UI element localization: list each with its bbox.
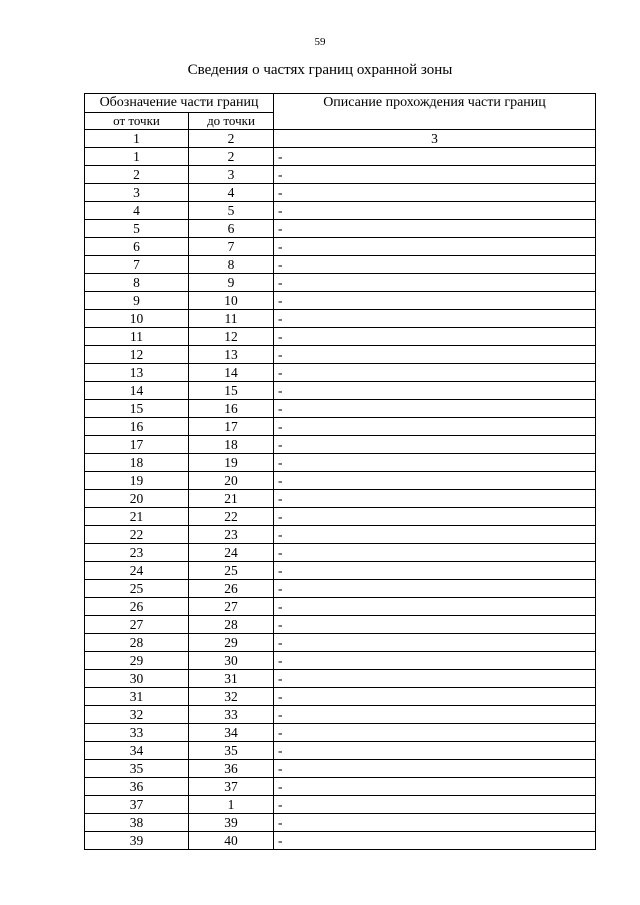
description-cell: -: [274, 400, 596, 418]
description-cell: -: [274, 670, 596, 688]
to-point-cell: 39: [189, 814, 274, 832]
table-row: [85, 310, 596, 328]
table-row: [85, 544, 596, 562]
from-point-cell: 25: [85, 580, 189, 598]
from-point-cell: 8: [85, 274, 189, 292]
table-row: [85, 778, 596, 796]
from-point-cell: 27: [85, 616, 189, 634]
table-row: [85, 454, 596, 472]
from-point-cell: 7: [85, 256, 189, 274]
table-row: [85, 508, 596, 526]
to-point-cell: 37: [189, 778, 274, 796]
from-point-cell: 33: [85, 724, 189, 742]
from-point-cell: 36: [85, 778, 189, 796]
table-row: [85, 796, 596, 814]
from-point-cell: 18: [85, 454, 189, 472]
from-point-cell: 35: [85, 760, 189, 778]
to-point-cell: 13: [189, 346, 274, 364]
from-point-cell: 14: [85, 382, 189, 400]
to-point-cell: 33: [189, 706, 274, 724]
to-point-cell: 20: [189, 472, 274, 490]
description-cell: -: [274, 724, 596, 742]
to-point-cell: 16: [189, 400, 274, 418]
to-point-header: до точки: [189, 113, 274, 130]
table-row: [85, 616, 596, 634]
table-row: [85, 598, 596, 616]
to-point-cell: 34: [189, 724, 274, 742]
description-cell: -: [274, 382, 596, 400]
from-point-cell: 20: [85, 490, 189, 508]
from-point-cell: 16: [85, 418, 189, 436]
table-body: [85, 148, 596, 850]
to-point-cell: 14: [189, 364, 274, 382]
to-point-cell: 23: [189, 526, 274, 544]
to-point-cell: 15: [189, 382, 274, 400]
to-point-cell: 22: [189, 508, 274, 526]
from-point-cell: 9: [85, 292, 189, 310]
from-point-cell: 17: [85, 436, 189, 454]
description-cell: -: [274, 148, 596, 166]
description-cell: -: [274, 688, 596, 706]
description-cell: -: [274, 454, 596, 472]
description-cell: -: [274, 796, 596, 814]
description-cell: -: [274, 634, 596, 652]
from-point-cell: 3: [85, 184, 189, 202]
table-row: [85, 760, 596, 778]
table-row: [85, 148, 596, 166]
description-cell: -: [274, 238, 596, 256]
to-point-cell: 10: [189, 292, 274, 310]
description-cell: -: [274, 760, 596, 778]
to-point-cell: 21: [189, 490, 274, 508]
to-point-cell: 36: [189, 760, 274, 778]
from-point-cell: 26: [85, 598, 189, 616]
to-point-cell: 9: [189, 274, 274, 292]
table-header-row: [85, 94, 596, 113]
to-point-cell: 28: [189, 616, 274, 634]
table-row: [85, 652, 596, 670]
from-point-header: от точки: [85, 113, 189, 130]
table-row: [85, 688, 596, 706]
table-row: [85, 400, 596, 418]
table-row: [85, 364, 596, 382]
description-cell: -: [274, 220, 596, 238]
from-point-cell: 13: [85, 364, 189, 382]
table-row: [85, 724, 596, 742]
description-cell: -: [274, 544, 596, 562]
to-point-cell: 27: [189, 598, 274, 616]
description-cell: -: [274, 652, 596, 670]
table-row: [85, 166, 596, 184]
to-point-cell: 25: [189, 562, 274, 580]
from-point-cell: 15: [85, 400, 189, 418]
table-row: [85, 256, 596, 274]
column-number-row: [85, 130, 596, 148]
to-point-cell: 26: [189, 580, 274, 598]
description-cell: -: [274, 562, 596, 580]
description-cell: -: [274, 706, 596, 724]
description-cell: -: [274, 364, 596, 382]
table-row: [85, 526, 596, 544]
from-point-cell: 23: [85, 544, 189, 562]
to-point-cell: 19: [189, 454, 274, 472]
table-row: [85, 184, 596, 202]
description-cell: -: [274, 346, 596, 364]
description-cell: -: [274, 184, 596, 202]
column-number-1: 1: [85, 130, 189, 148]
to-point-cell: 3: [189, 166, 274, 184]
to-point-cell: 31: [189, 670, 274, 688]
description-cell: -: [274, 490, 596, 508]
description-cell: -: [274, 616, 596, 634]
table-row: [85, 346, 596, 364]
description-cell: -: [274, 436, 596, 454]
description-cell: -: [274, 814, 596, 832]
to-point-cell: 2: [189, 148, 274, 166]
to-point-cell: 5: [189, 202, 274, 220]
from-point-cell: 24: [85, 562, 189, 580]
from-point-cell: 39: [85, 832, 189, 850]
to-point-cell: 24: [189, 544, 274, 562]
from-point-cell: 10: [85, 310, 189, 328]
from-point-cell: 12: [85, 346, 189, 364]
from-point-cell: 4: [85, 202, 189, 220]
to-point-cell: 18: [189, 436, 274, 454]
description-cell: -: [274, 202, 596, 220]
description-cell: -: [274, 778, 596, 796]
table-row: [85, 562, 596, 580]
table-row: [85, 742, 596, 760]
from-point-cell: 1: [85, 148, 189, 166]
table-row: [85, 202, 596, 220]
table-row: [85, 418, 596, 436]
table-row: [85, 490, 596, 508]
description-cell: -: [274, 328, 596, 346]
to-point-cell: 40: [189, 832, 274, 850]
description-cell: -: [274, 508, 596, 526]
from-point-cell: 21: [85, 508, 189, 526]
table-row: [85, 670, 596, 688]
to-point-cell: 17: [189, 418, 274, 436]
table-row: [85, 706, 596, 724]
from-point-cell: 29: [85, 652, 189, 670]
boundary-description-header: Описание прохождения части границ: [274, 94, 596, 130]
to-point-cell: 11: [189, 310, 274, 328]
table-row: [85, 238, 596, 256]
from-point-cell: 31: [85, 688, 189, 706]
to-point-cell: 6: [189, 220, 274, 238]
to-point-cell: 30: [189, 652, 274, 670]
description-cell: -: [274, 832, 596, 850]
description-cell: -: [274, 256, 596, 274]
page-number: 59: [314, 36, 326, 48]
table-row: [85, 436, 596, 454]
from-point-cell: 38: [85, 814, 189, 832]
from-point-cell: 28: [85, 634, 189, 652]
from-point-cell: 37: [85, 796, 189, 814]
to-point-cell: 29: [189, 634, 274, 652]
boundary-part-designation-header: Обозначение части границ: [85, 94, 274, 113]
description-cell: -: [274, 310, 596, 328]
from-point-cell: 34: [85, 742, 189, 760]
description-cell: -: [274, 580, 596, 598]
column-number-3: 3: [274, 130, 596, 148]
description-cell: -: [274, 472, 596, 490]
description-cell: -: [274, 292, 596, 310]
table-row: [85, 580, 596, 598]
table-row: [85, 634, 596, 652]
column-number-2: 2: [189, 130, 274, 148]
from-point-cell: 19: [85, 472, 189, 490]
to-point-cell: 12: [189, 328, 274, 346]
table-row: [85, 814, 596, 832]
to-point-cell: 32: [189, 688, 274, 706]
from-point-cell: 22: [85, 526, 189, 544]
table-row: [85, 292, 596, 310]
from-point-cell: 6: [85, 238, 189, 256]
description-cell: -: [274, 166, 596, 184]
table-row: [85, 382, 596, 400]
description-cell: -: [274, 274, 596, 292]
from-point-cell: 2: [85, 166, 189, 184]
to-point-cell: 1: [189, 796, 274, 814]
to-point-cell: 8: [189, 256, 274, 274]
boundary-parts-table: [84, 93, 596, 850]
to-point-cell: 4: [189, 184, 274, 202]
document-title: Сведения о частях границ охранной зоны: [187, 62, 453, 78]
to-point-cell: 7: [189, 238, 274, 256]
description-cell: -: [274, 598, 596, 616]
from-point-cell: 30: [85, 670, 189, 688]
to-point-cell: 35: [189, 742, 274, 760]
from-point-cell: 11: [85, 328, 189, 346]
table-row: [85, 472, 596, 490]
table-row: [85, 220, 596, 238]
from-point-cell: 5: [85, 220, 189, 238]
table-row: [85, 832, 596, 850]
description-cell: -: [274, 418, 596, 436]
from-point-cell: 32: [85, 706, 189, 724]
description-cell: -: [274, 526, 596, 544]
table-row: [85, 328, 596, 346]
description-cell: -: [274, 742, 596, 760]
table-row: [85, 274, 596, 292]
